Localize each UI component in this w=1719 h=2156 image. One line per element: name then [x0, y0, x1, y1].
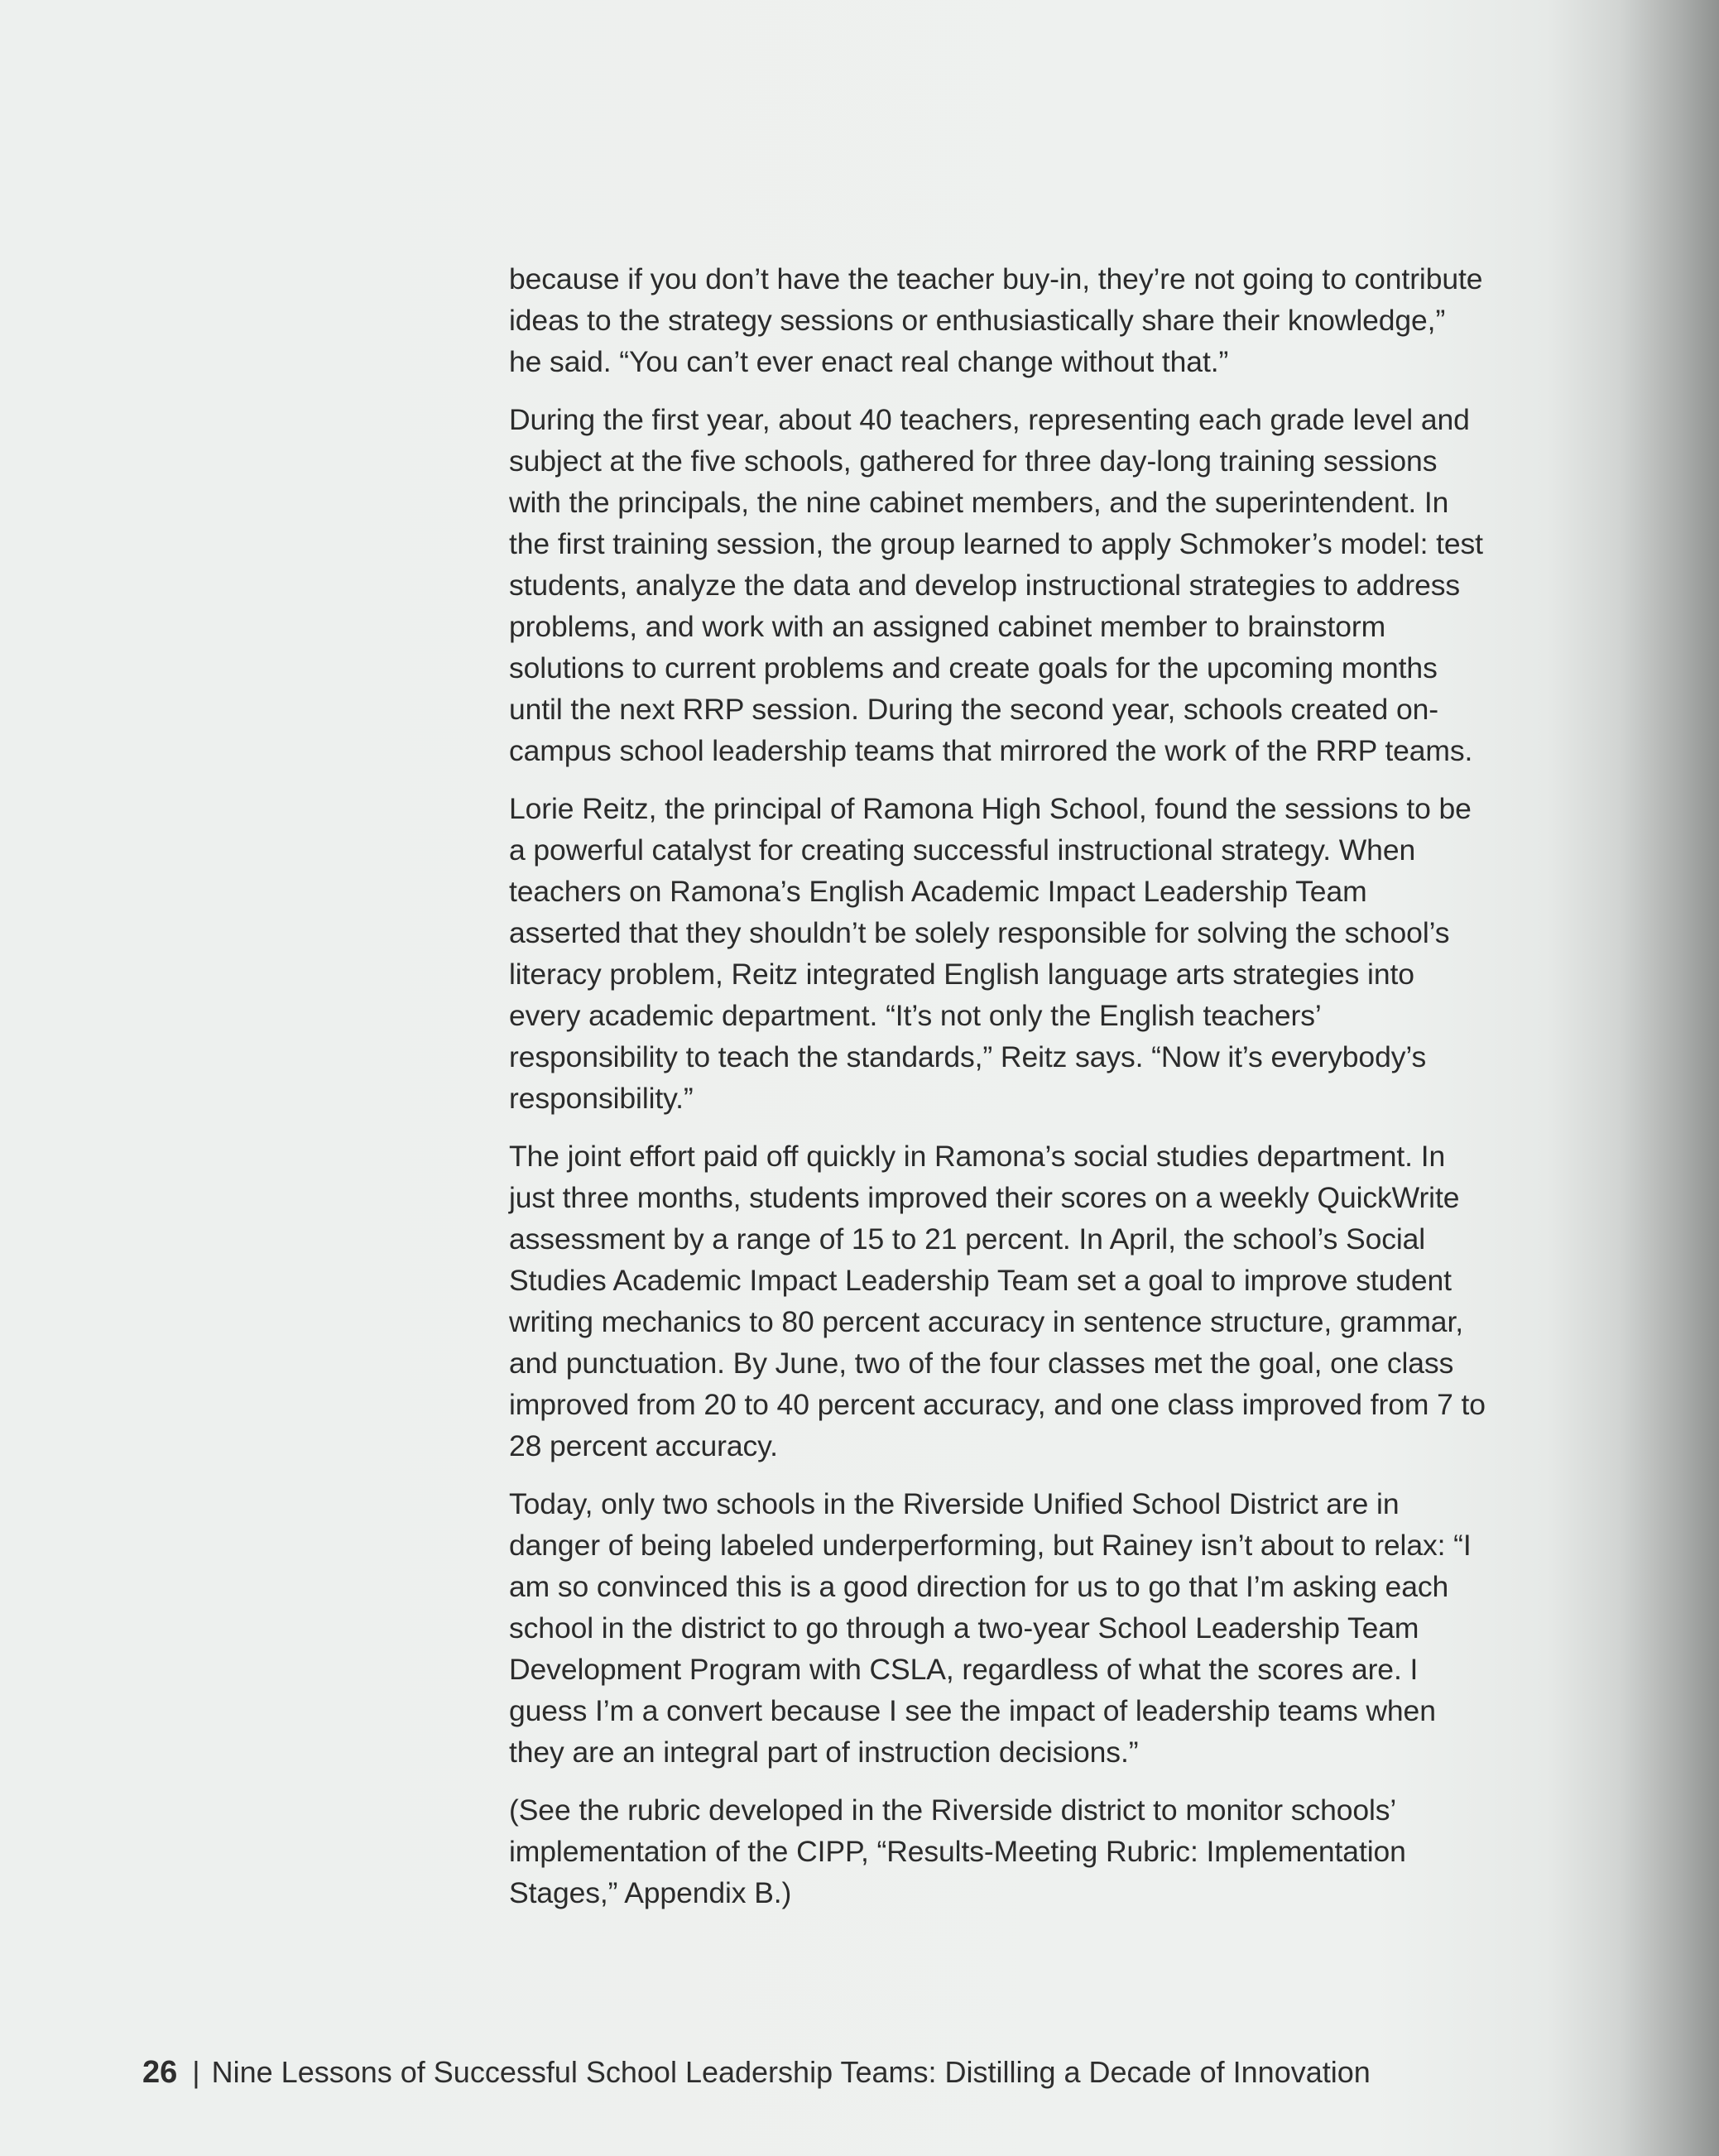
book-title: Nine Lessons of Successful School Leadership Teams: Distilling a Decade of Innovation — [211, 2055, 1371, 2089]
body-text — [509, 258, 1486, 1930]
page-footer — [142, 2054, 1467, 2091]
paragraph-see-rubric: (See the rubric developed in the Riverside district to monitor schools’ implementation of the CIPP, “Results-Meeting Rubric: Implementation Stages,” Appendix B.) — [509, 1793, 1406, 1909]
paragraph-teacher-buy-in: because if you don’t have the teacher buy-in, they’re not going to contribute ideas to the strategy sessions or enthusiastically share their knowledge,” he said. “You can’t ever enact real change without that.” — [509, 262, 1483, 378]
paragraph-today: Today, only two schools in the Riverside Unified School District are in danger of being labeled underperforming, but Rainey isn’t about to relax: “I am so convinced this is a good direction for us to go that I’m asking each school in the district to go through a two-year School Leadership Team Development Program with CSLA, regardless of what the scores are. I guess I’m a convert because I see the impact of leadership teams when they are an integral part of instruction decisions.” — [509, 1487, 1472, 1769]
page-number: 26 — [142, 2055, 178, 2090]
paragraph-joint-effort: The joint effort paid off quickly in Ramona’s social studies department. In just three months, students improved their scores on a weekly QuickWrite assessment by a range of 15 to 21 percent. In April, the school’s Social Studies Academic Impact Leadership Team set a goal to improve student writing mechanics to 80 percent accuracy in sentence structure, grammar, and punctuation. By June, two of the four classes met the goal, one class improved from 20 to 40 percent accuracy, and one class improved from 7 to 28 percent accuracy. — [509, 1140, 1486, 1462]
footer-separator: | — [192, 2055, 200, 2089]
paragraph-first-year: During the first year, about 40 teachers, representing each grade level and subject at the five schools, gathered for three day-long training sessions with the principals, the nine cabinet members, and the superintendent. In the first training session, the group learned to apply Schmoker’s model: test students, analyze the data and develop instructional strategies to address problems, and work with an assigned cabinet member to brainstorm solutions to current problems and create goals for the upcoming months until the next RRP session. During the second year, schools created on-campus school leadership teams that mirrored the work of the RRP teams. — [509, 403, 1483, 767]
paragraph-lorie-reitz: Lorie Reitz, the principal of Ramona High School, found the sessions to be a powerful catalyst for creating successful instructional strategy. When teachers on Ramona’s English Academic Impact Leadership Team asserted that they shouldn’t be solely responsible for solving the school’s literacy problem, Reitz integrated English language arts strategies into every academic department. “It’s not only the English teachers’ responsibility to teach the standards,” Reitz says. “Now it’s everybody’s responsibility.” — [509, 792, 1472, 1115]
binding-shadow — [1620, 0, 1719, 2156]
